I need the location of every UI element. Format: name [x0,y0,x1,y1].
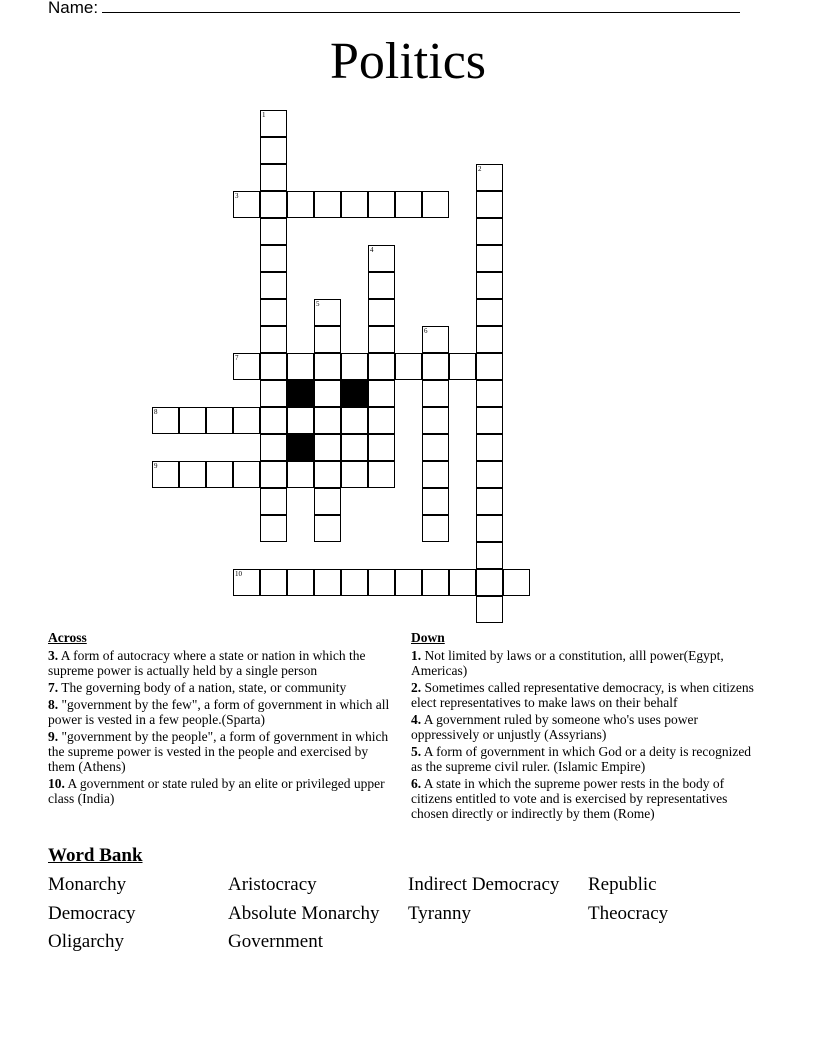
crossword-cell[interactable] [314,191,341,218]
crossword-cell[interactable] [260,245,287,272]
crossword-cell[interactable] [260,299,287,326]
crossword-cell[interactable] [395,191,422,218]
crossword-cell[interactable] [152,461,179,488]
crossword-cell[interactable] [152,407,179,434]
crossword-cell[interactable] [341,434,368,461]
crossword-cell[interactable] [260,191,287,218]
across-clue-8: 8. "government by the few", a form of government in which all power is vested in a few people.(Sparta) [48,697,390,727]
crossword-cell[interactable] [287,569,314,596]
word-bank-item: Oligarchy [48,931,124,952]
crossword-cell[interactable] [260,326,287,353]
word-bank-heading: Word Bank [48,845,143,866]
crossword-cell[interactable] [476,380,503,407]
crossword-cell[interactable] [314,407,341,434]
crossword-cell[interactable] [233,191,260,218]
crossword-cell[interactable] [368,461,395,488]
crossword-cell[interactable] [476,326,503,353]
crossword-cell[interactable] [476,272,503,299]
crossword-cell[interactable] [368,434,395,461]
across-clues [48,630,393,808]
clue-number: 4 [370,246,374,254]
crossword-cell[interactable] [422,353,449,380]
across-clue-9: 9. "government by the people", a form of government in which the supreme power is vested in the people and exercised by them (Athens) [48,729,389,774]
crossword-cell[interactable] [476,245,503,272]
crossword-cell[interactable] [287,407,314,434]
word-bank-item: Monarchy [48,874,127,895]
clue-number: 7 [235,354,239,362]
crossword-block [341,380,368,407]
crossword-cell[interactable] [233,407,260,434]
crossword-cell[interactable] [422,407,449,434]
crossword-cell[interactable] [503,569,530,596]
crossword-cell[interactable] [260,110,287,137]
crossword-cell[interactable] [260,353,287,380]
crossword-cell[interactable] [422,380,449,407]
page-title: Politics [329,33,487,90]
crossword-cell[interactable] [179,461,206,488]
crossword-cell[interactable] [368,245,395,272]
crossword-cell[interactable] [260,407,287,434]
crossword-cell[interactable] [260,218,287,245]
word-bank-item: Democracy [48,903,136,924]
crossword-cell[interactable] [476,461,503,488]
crossword-cell[interactable] [341,353,368,380]
crossword-cell[interactable] [314,299,341,326]
crossword-cell[interactable] [314,434,341,461]
crossword-cell[interactable] [476,488,503,515]
down-heading: Down [411,630,445,645]
crossword-cell[interactable] [260,272,287,299]
crossword-cell[interactable] [314,461,341,488]
crossword-cell[interactable] [476,542,503,569]
crossword-block [287,434,314,461]
crossword-cell[interactable] [476,164,503,191]
crossword-cell[interactable] [206,407,233,434]
crossword-cell[interactable] [287,461,314,488]
crossword-cell[interactable] [476,407,503,434]
crossword-cell[interactable] [368,272,395,299]
clue-number: 6 [424,327,428,335]
crossword-cell[interactable] [476,191,503,218]
crossword-cell[interactable] [233,353,260,380]
crossword-cell[interactable] [476,353,503,380]
crossword-cell[interactable] [368,407,395,434]
name-label: Name: [48,0,99,17]
crossword-cell[interactable] [368,569,395,596]
crossword-cell[interactable] [422,515,449,542]
crossword-cell[interactable] [341,407,368,434]
clue-number: 1 [262,111,266,119]
crossword-cell[interactable] [260,164,287,191]
crossword-cell[interactable] [341,569,368,596]
word-bank-item: Republic [588,874,657,895]
clue-number: 8 [154,408,158,416]
crossword-cell[interactable] [260,137,287,164]
crossword-cell[interactable] [368,191,395,218]
down-clue-6: 6. A state in which the supreme power rests in the body of citizens entitled to vote and is exercised by representatives chosen directly or indirectly by them (Rome) [411,776,728,821]
crossword-cell[interactable] [368,353,395,380]
word-bank-item: Indirect Democracy [408,874,560,895]
word-bank-item: Government [228,931,323,952]
crossword-cell[interactable] [422,191,449,218]
crossword-cell[interactable] [449,353,476,380]
across-clue-3: 3. A form of autocracy where a state or nation in which the supreme power is actually held by a single person [48,648,366,678]
word-bank-item: Absolute Monarchy [228,903,380,924]
down-clue-1: 1. Not limited by laws or a constitution, alll power(Egypt, Americas) [411,648,724,678]
down-clues [411,630,756,823]
across-heading: Across [48,630,87,645]
crossword-cell[interactable] [206,461,233,488]
crossword-cell[interactable] [476,218,503,245]
crossword-cell[interactable] [314,380,341,407]
crossword-cell[interactable] [476,569,503,596]
crossword-cell[interactable] [476,434,503,461]
crossword-cell[interactable] [449,569,476,596]
crossword-cell[interactable] [287,353,314,380]
down-clue-5: 5. A form of government in which God or a deity is recognized as the supreme civil ruler. (Islamic Empire) [411,744,752,774]
down-clue-4: 4. A government ruled by someone who's uses power oppressively or unjustly (Assyrians) [411,712,699,742]
crossword-cell[interactable] [368,299,395,326]
crossword-cell[interactable] [314,353,341,380]
crossword-cell[interactable] [422,434,449,461]
across-clue-7: 7. The governing body of a nation, state, or community [48,680,347,695]
crossword-cell[interactable] [314,488,341,515]
crossword-cell[interactable] [260,380,287,407]
crossword-cell[interactable] [233,461,260,488]
crossword-cell[interactable] [476,515,503,542]
clue-number: 9 [154,462,158,470]
clue-number: 10 [235,570,242,578]
crossword-cell[interactable] [476,299,503,326]
crossword-cell[interactable] [422,488,449,515]
down-clue-2: 2. Sometimes called representative democracy, is when citizens elect representatives to make laws on their behalf [411,680,754,710]
crossword-block [287,380,314,407]
word-bank-item: Aristocracy [228,874,317,895]
word-bank-item: Theocracy [588,903,669,924]
crossword-cell[interactable] [260,461,287,488]
crossword-cell[interactable] [260,569,287,596]
crossword-cell[interactable] [422,326,449,353]
across-clue-10: 10. A government or state ruled by an elite or privileged upper class (India) [48,776,385,806]
clue-number: 2 [478,165,482,173]
crossword-cell[interactable] [260,515,287,542]
crossword-cell[interactable] [395,353,422,380]
crossword-cell[interactable] [476,596,503,623]
crossword-cell[interactable] [287,191,314,218]
crossword-cell[interactable] [260,434,287,461]
crossword-cell[interactable] [314,326,341,353]
word-bank-item: Tyranny [408,903,472,924]
crossword-cell[interactable] [422,569,449,596]
crossword-cell[interactable] [368,326,395,353]
clue-number: 3 [235,192,239,200]
crossword-cell[interactable] [341,191,368,218]
crossword-cell[interactable] [314,569,341,596]
crossword-cell[interactable] [179,407,206,434]
crossword-cell[interactable] [260,488,287,515]
crossword-cell[interactable] [368,380,395,407]
crossword-cell[interactable] [422,461,449,488]
crossword-cell[interactable] [314,515,341,542]
crossword-cell[interactable] [341,461,368,488]
crossword-cell[interactable] [233,569,260,596]
crossword-cell[interactable] [395,569,422,596]
clue-number: 5 [316,300,320,308]
